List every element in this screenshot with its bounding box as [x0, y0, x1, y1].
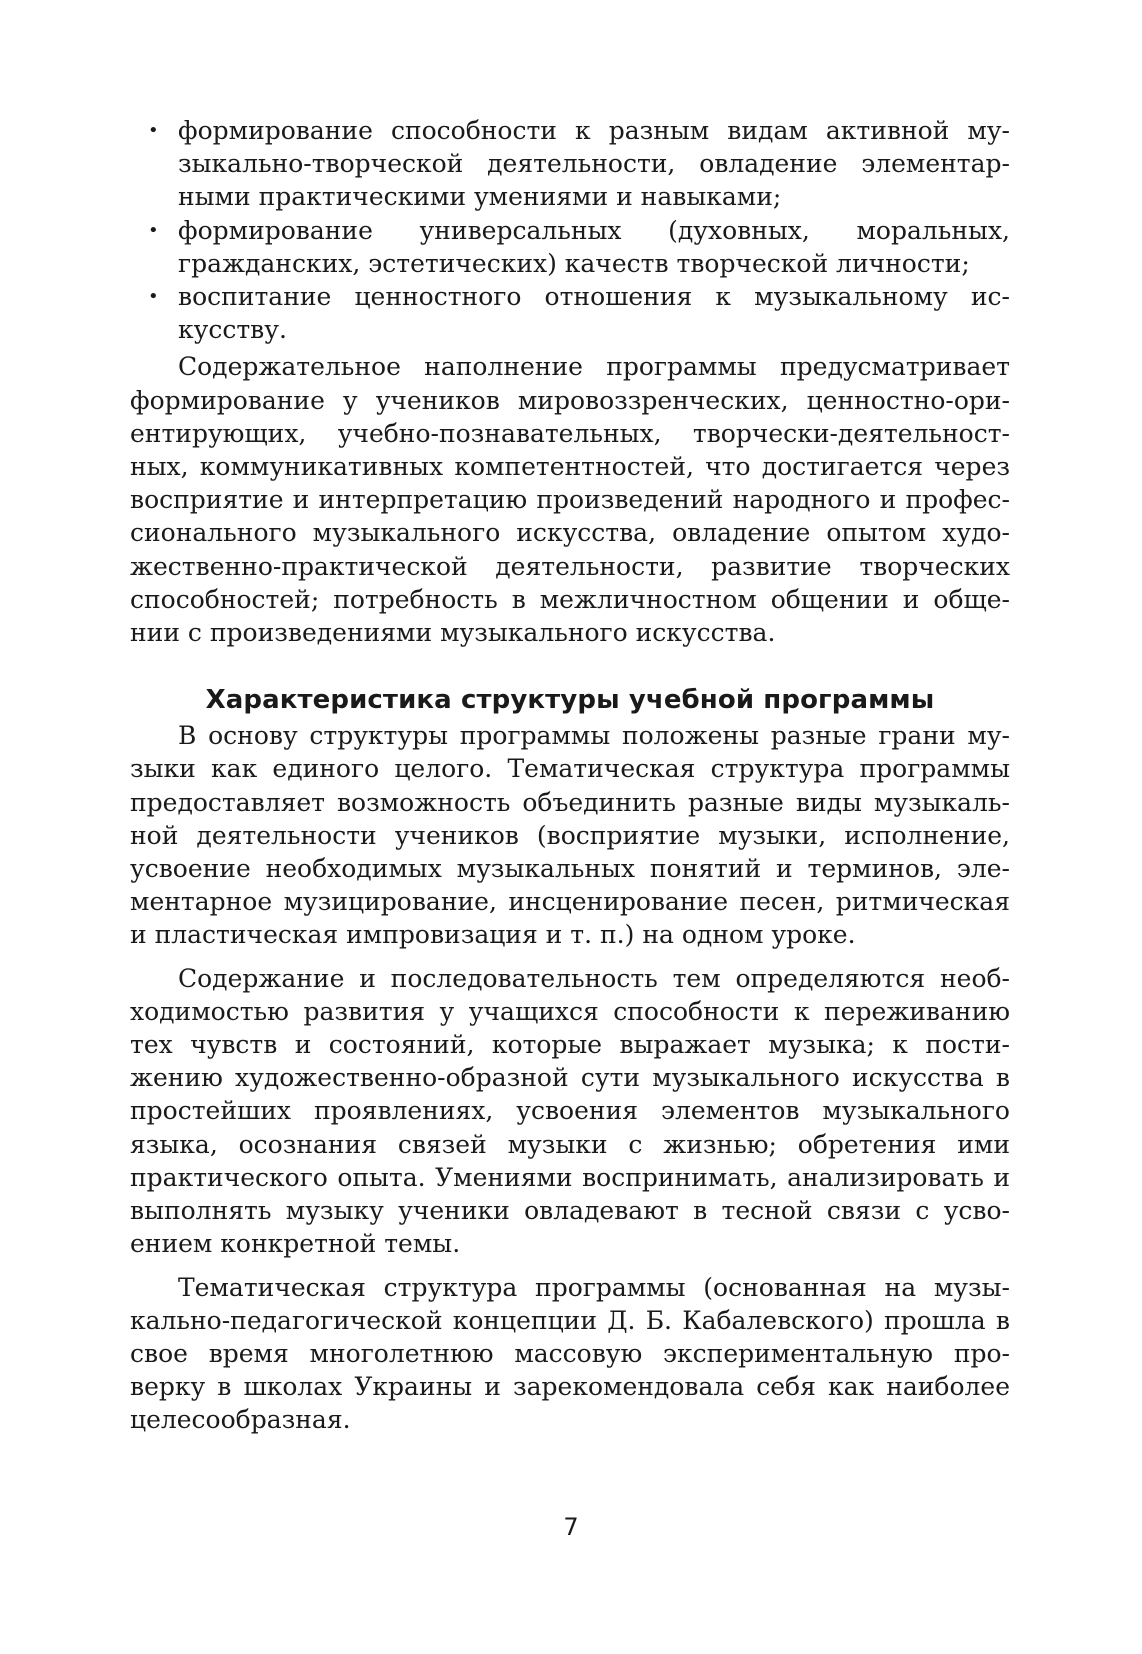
section-paragraph-2: Содержание и последовательность тем определяются необходимостью развития у учащихся способности к переживанию тех чувств и состояний, которые выражает музыка; к постижению художественно-образной сути музыкального искусства в простейших проявлениях, усвоения элементов музыкального языка, осознания связей музыки с жизнью; обретения ими практического опыта. Умениями воспринимать, анализировать и выполнять музыку ученики овладевают в тесной связи с усвоением конкретной темы. [130, 963, 1010, 1259]
page-number: 7 [563, 1513, 579, 1541]
bullet-icon: • [148, 219, 159, 241]
goals-bullet-list [130, 114, 1010, 346]
bullet-text: формирование универсальных (духовных, моральных, гражданских, эстетических) качеств творческой личности; [178, 215, 1010, 278]
list-item [148, 280, 1010, 346]
section-paragraph-3: Тематическая структура программы (основанная на музыкально-педагогической концепции Д. Б. Кабалевского) прошла в свое время многолетнюю массовую экспериментальную проверку в школах Украины и зарекомендовала себя как наиболее целесообразная. [130, 1272, 1010, 1435]
list-item [148, 214, 1010, 280]
section-paragraph-1: В основу структуры программы положены разные грани музыки как единого целого. Тематическая структура программы предоставляет возможность объединить разные виды музыкальной деятельности учеников (восприятие музыки, исполнение, усвоение необходимых музыкальных понятий и терминов, элементарное музицирование, инсценирование песен, ритмическая и пластическая импровизация и т. п.) на одном уроке. [130, 721, 1010, 950]
intro-paragraph: Содержательное наполнение программы предусматривает формирование у учеников мировоззренческих, ценностно-ориентирующих, учебно-познавательных, творчески-деятельностных, коммуникативных компетентностей, что достигается через восприятие и интерпретацию произведений народного и профессионального музыкального искусства, овладение опытом художественно-практической деятельности, развитие творческих способностей; потребность в межличностном общении и общении с произведениями музыкального искусства. [130, 352, 1010, 648]
bullet-text: формирование способности к разным видам активной музыкально-творческой деятельности, овладение элементарными практическими умениями и навыками; [178, 116, 1010, 212]
bullet-text: воспитание ценностного отношения к музыкальному искусству. [178, 282, 1010, 345]
list-item [148, 114, 1010, 214]
page-body [130, 114, 1010, 1437]
section-heading: Характеристика структуры учебной программы [205, 685, 935, 716]
bullet-icon: • [148, 120, 159, 141]
bullet-icon: • [148, 286, 159, 308]
